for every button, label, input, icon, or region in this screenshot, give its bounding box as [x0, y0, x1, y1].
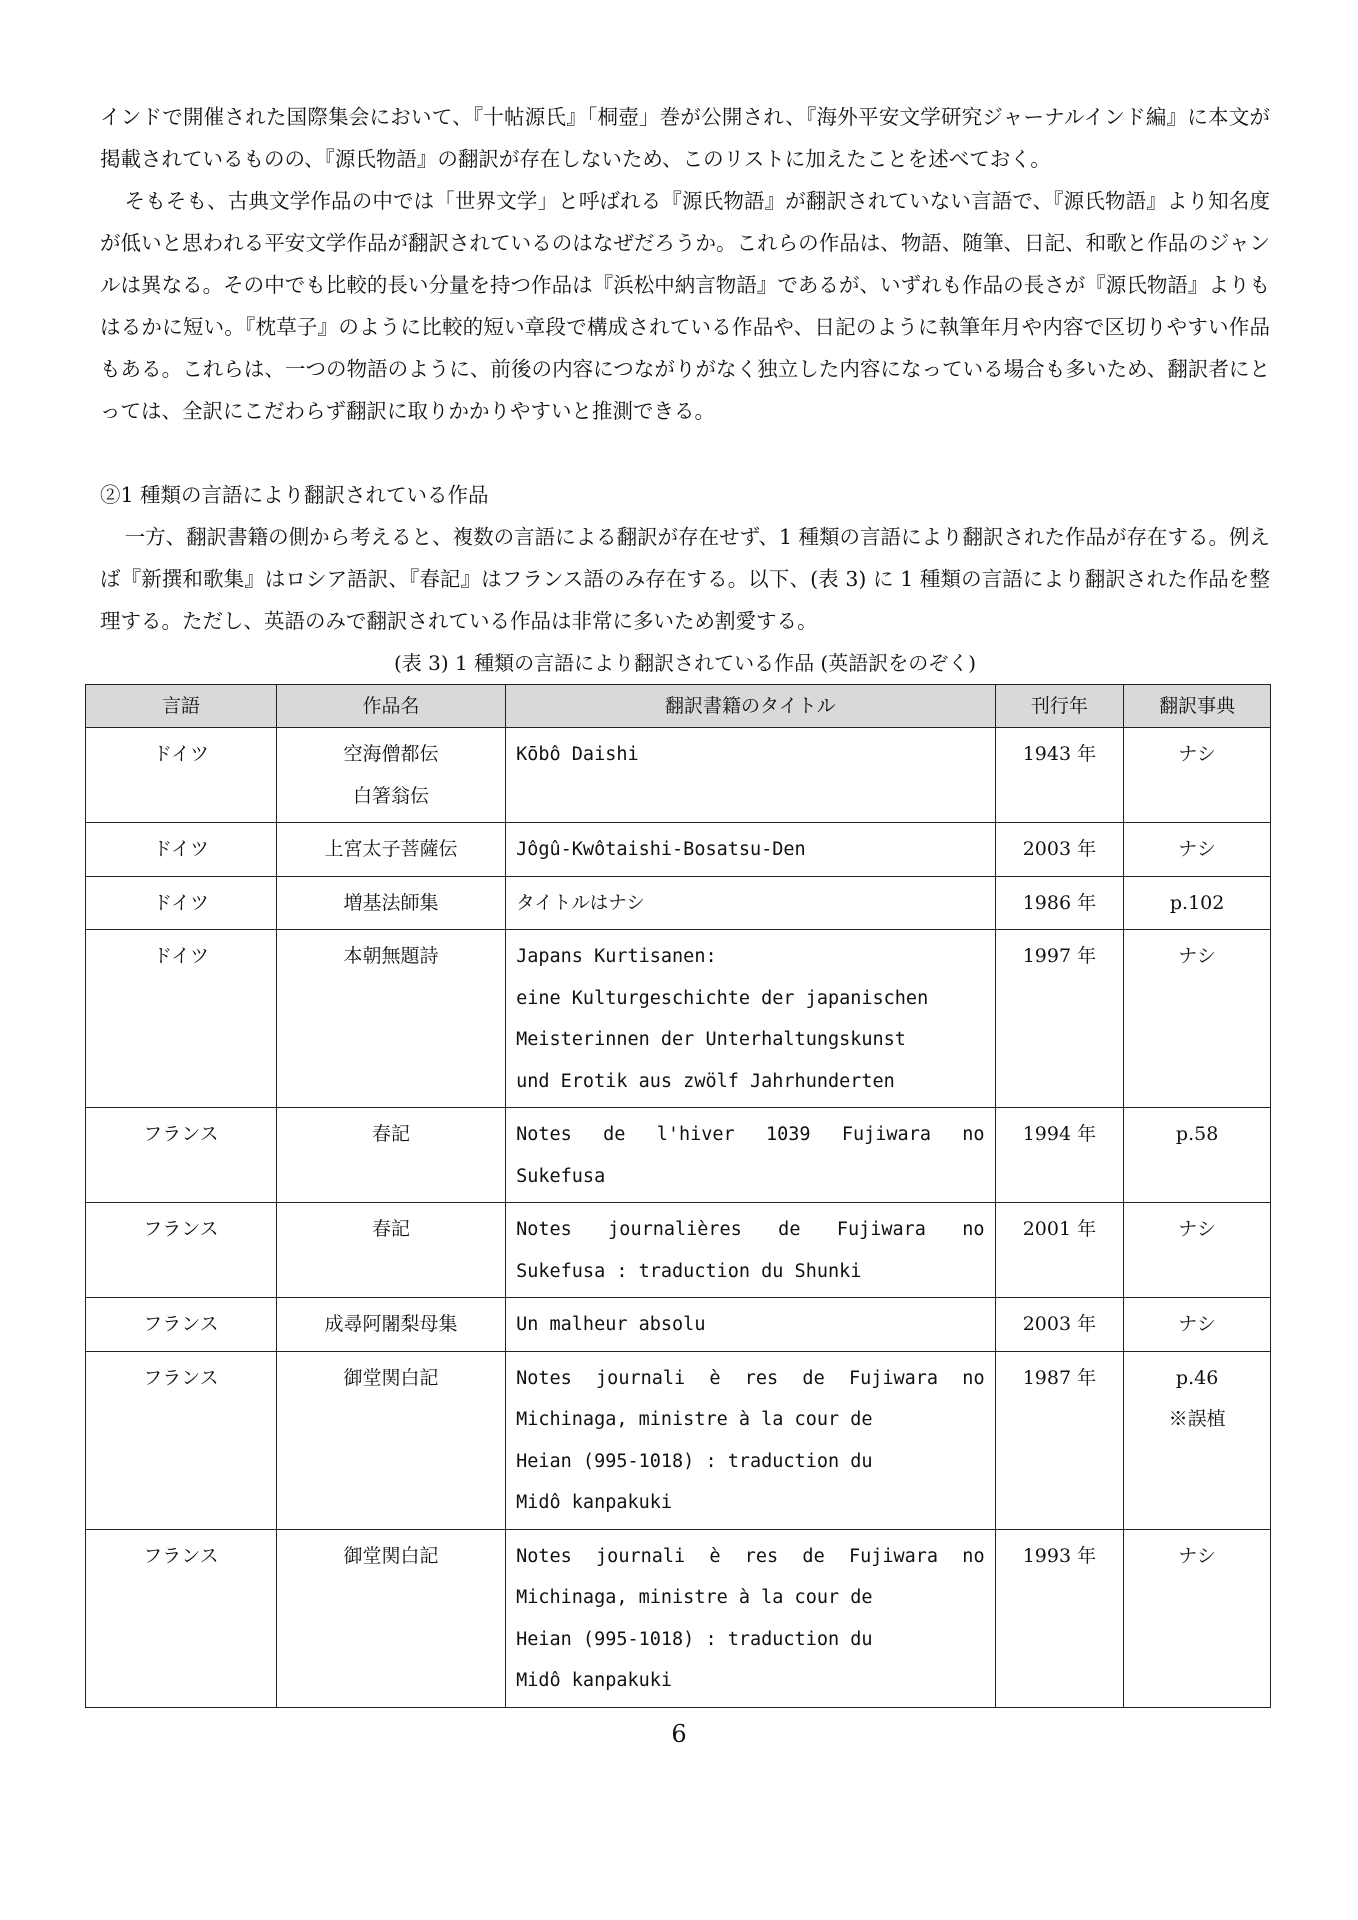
cell-book-title [506, 1351, 995, 1529]
cell-language: ドイツ [86, 876, 277, 930]
cell-work [276, 1108, 505, 1203]
title-line: Japans Kurtisanen: [516, 946, 717, 967]
dictionary-line: ※誤植 [1168, 1408, 1226, 1430]
work-line: 増基法師集 [343, 891, 439, 914]
section-heading: ②1 種類の言語により翻訳されている作品 [100, 483, 489, 507]
cell-work [276, 930, 505, 1108]
cell-year: 2003 年 [995, 1298, 1124, 1352]
dictionary-line: ナシ [1178, 945, 1216, 967]
spacer [100, 432, 1270, 474]
cell-book-title [506, 1529, 995, 1707]
cell-dictionary [1124, 930, 1271, 1108]
title-line: Heian (995-1018) : traduction du [516, 1628, 873, 1650]
dictionary-line: ナシ [1178, 1218, 1216, 1240]
paragraph-3: 一方、翻訳書籍の側から考えると、複数の言語による翻訳が存在せず、1 種類の言語により翻訳された作品が存在する。例えば『新撰和歌集』はロシア語訳、『春記』はフランス語のみ存在する。以下、(表 3) に 1 種類の言語により翻訳された作品を整理する。ただし、英語のみで翻訳されている作品は非常に多いため割愛する。 [100, 525, 1271, 633]
cell-language: フランス [86, 1108, 277, 1203]
work-line: 空海僧都伝 [343, 743, 439, 765]
table-row [86, 823, 1271, 877]
cell-work [276, 1203, 505, 1298]
cell-year: 1943 年 [995, 728, 1124, 823]
work-line: 本朝無題詩 [343, 945, 439, 967]
dictionary-line: ナシ [1178, 743, 1216, 765]
title-line: Kōbô Daishi [516, 744, 639, 765]
title-line: Sukefusa [516, 1165, 606, 1187]
cell-book-title [506, 823, 995, 877]
work-line: 成尋阿闍梨母集 [324, 1313, 458, 1335]
cell-year: 1993 年 [995, 1529, 1124, 1707]
column-header: 翻訳書籍のタイトル [506, 685, 995, 728]
column-header: 翻訳事典 [1124, 685, 1271, 728]
cell-dictionary [1124, 823, 1271, 877]
table-caption: (表 3) 1 種類の言語により翻訳されている作品 (英語訳をのぞく) [393, 651, 977, 675]
title-line: Notes journalières de Fujiwara no [516, 1219, 985, 1240]
column-header: 刊行年 [995, 685, 1124, 728]
table-row [86, 876, 1271, 930]
cell-dictionary [1124, 1351, 1271, 1529]
page-number: 6 [671, 1720, 687, 1748]
cell-language: フランス [86, 1203, 277, 1298]
cell-book-title [506, 876, 995, 930]
title-line: Meisterinnen der Unterhaltungskunst [516, 1029, 906, 1050]
table-row [86, 1108, 1271, 1203]
table-row [86, 1203, 1271, 1298]
work-line: 白箸翁伝 [353, 784, 430, 807]
table-row [86, 1298, 1271, 1352]
cell-year: 2003 年 [995, 823, 1124, 877]
work-line: 春記 [372, 1218, 411, 1240]
column-header: 作品名 [276, 685, 505, 728]
table-row [86, 930, 1271, 1108]
cell-year: 1986 年 [995, 876, 1124, 930]
title-line: Midô kanpakuki [516, 1670, 673, 1691]
title-line: eine Kulturgeschichte der japanischen [516, 987, 929, 1009]
column-header: 言語 [86, 685, 277, 728]
cell-dictionary [1124, 1529, 1271, 1707]
work-line: 上宮太子菩薩伝 [324, 838, 458, 860]
cell-work [276, 1298, 505, 1352]
title-line: タイトルはナシ [516, 892, 645, 914]
table-row [86, 728, 1271, 823]
cell-book-title [506, 1298, 995, 1352]
cell-dictionary [1124, 1203, 1271, 1298]
dictionary-line: p.46 [1175, 1366, 1219, 1389]
cell-language: ドイツ [86, 728, 277, 823]
cell-work [276, 876, 505, 930]
work-line: 春記 [372, 1123, 411, 1145]
paragraph-1: インドで開催された国際集会において、『十帖源氏』「桐壺」巻が公開され、『海外平安文学研究ジャーナルインド編』に本文が掲載されているものの、『源氏物語』の翻訳が存在しないため、このリストに加えたことを述べておく。 [100, 105, 1270, 171]
title-line: Midô kanpakuki [516, 1492, 673, 1513]
cell-work [276, 1529, 505, 1707]
dictionary-line: p.102 [1169, 891, 1225, 914]
table-row [86, 1529, 1271, 1707]
cell-year: 1997 年 [995, 930, 1124, 1108]
cell-dictionary [1124, 728, 1271, 823]
dictionary-line: ナシ [1178, 838, 1216, 860]
translation-table [85, 684, 1271, 1708]
cell-language: ドイツ [86, 823, 277, 877]
title-line: Notes de l'hiver 1039 Fujiwara no [516, 1124, 985, 1145]
cell-book-title [506, 1108, 995, 1203]
dictionary-line: ナシ [1178, 1544, 1216, 1567]
title-line: Heian (995-1018) : traduction du [516, 1450, 873, 1472]
title-line: Michinaga, ministre à la cour de [516, 1409, 873, 1430]
cell-language: フランス [86, 1298, 277, 1352]
work-line: 御堂関白記 [343, 1544, 439, 1567]
table-header-row [86, 685, 1271, 728]
cell-language: ドイツ [86, 930, 277, 1108]
dictionary-line: ナシ [1178, 1313, 1216, 1335]
paragraph-2: そもそも、古典文学作品の中では「世界文学」と呼ばれる『源氏物語』が翻訳されていない言語で、『源氏物語』より知名度が低いと思われる平安文学作品が翻訳されているのはなぜだろうか。これらの作品は、物語、随筆、日記、和歌と作品のジャンルは異なる。その中でも比較的長い分量を持つ作品は『浜松中納言物語』であるが、いずれも作品の長さが『源氏物語』よりもはるかに短い。『枕草子』のように比較的短い章段で構成されている作品や、日記のように執筆年月や内容で区切りやすい作品もある。これらは、一つの物語のように、前後の内容につながりがなく独立した内容になっている場合も多いため、翻訳者にとっては、全訳にこだわらず翻訳に取りかかりやすいと推測できる。 [100, 189, 1270, 423]
cell-dictionary [1124, 876, 1271, 930]
title-line: Jôgû-Kwôtaishi-Bosatsu-Den [516, 839, 806, 860]
cell-book-title [506, 728, 995, 823]
title-line: Notes journali è res de Fujiwara no [516, 1367, 985, 1389]
cell-work [276, 823, 505, 877]
title-line: und Erotik aus zwölf Jahrhunderten [516, 1070, 895, 1092]
cell-language: フランス [86, 1351, 277, 1529]
cell-language: フランス [86, 1529, 277, 1707]
work-line: 御堂関白記 [343, 1366, 439, 1389]
cell-work [276, 728, 505, 823]
cell-book-title [506, 930, 995, 1108]
title-line: Notes journali è res de Fujiwara no [516, 1545, 985, 1567]
dictionary-line: p.58 [1175, 1123, 1219, 1145]
title-line: Sukefusa : traduction du Shunki [516, 1260, 862, 1282]
title-line: Un malheur absolu [516, 1314, 706, 1335]
cell-work [276, 1351, 505, 1529]
page-content [100, 96, 1270, 1708]
title-line: Michinaga, ministre à la cour de [516, 1587, 873, 1608]
cell-year: 1987 年 [995, 1351, 1124, 1529]
table-body [86, 728, 1271, 1708]
cell-dictionary [1124, 1108, 1271, 1203]
table-row [86, 1351, 1271, 1529]
cell-book-title [506, 1203, 995, 1298]
cell-year: 1994 年 [995, 1108, 1124, 1203]
cell-year: 2001 年 [995, 1203, 1124, 1298]
cell-dictionary [1124, 1298, 1271, 1352]
